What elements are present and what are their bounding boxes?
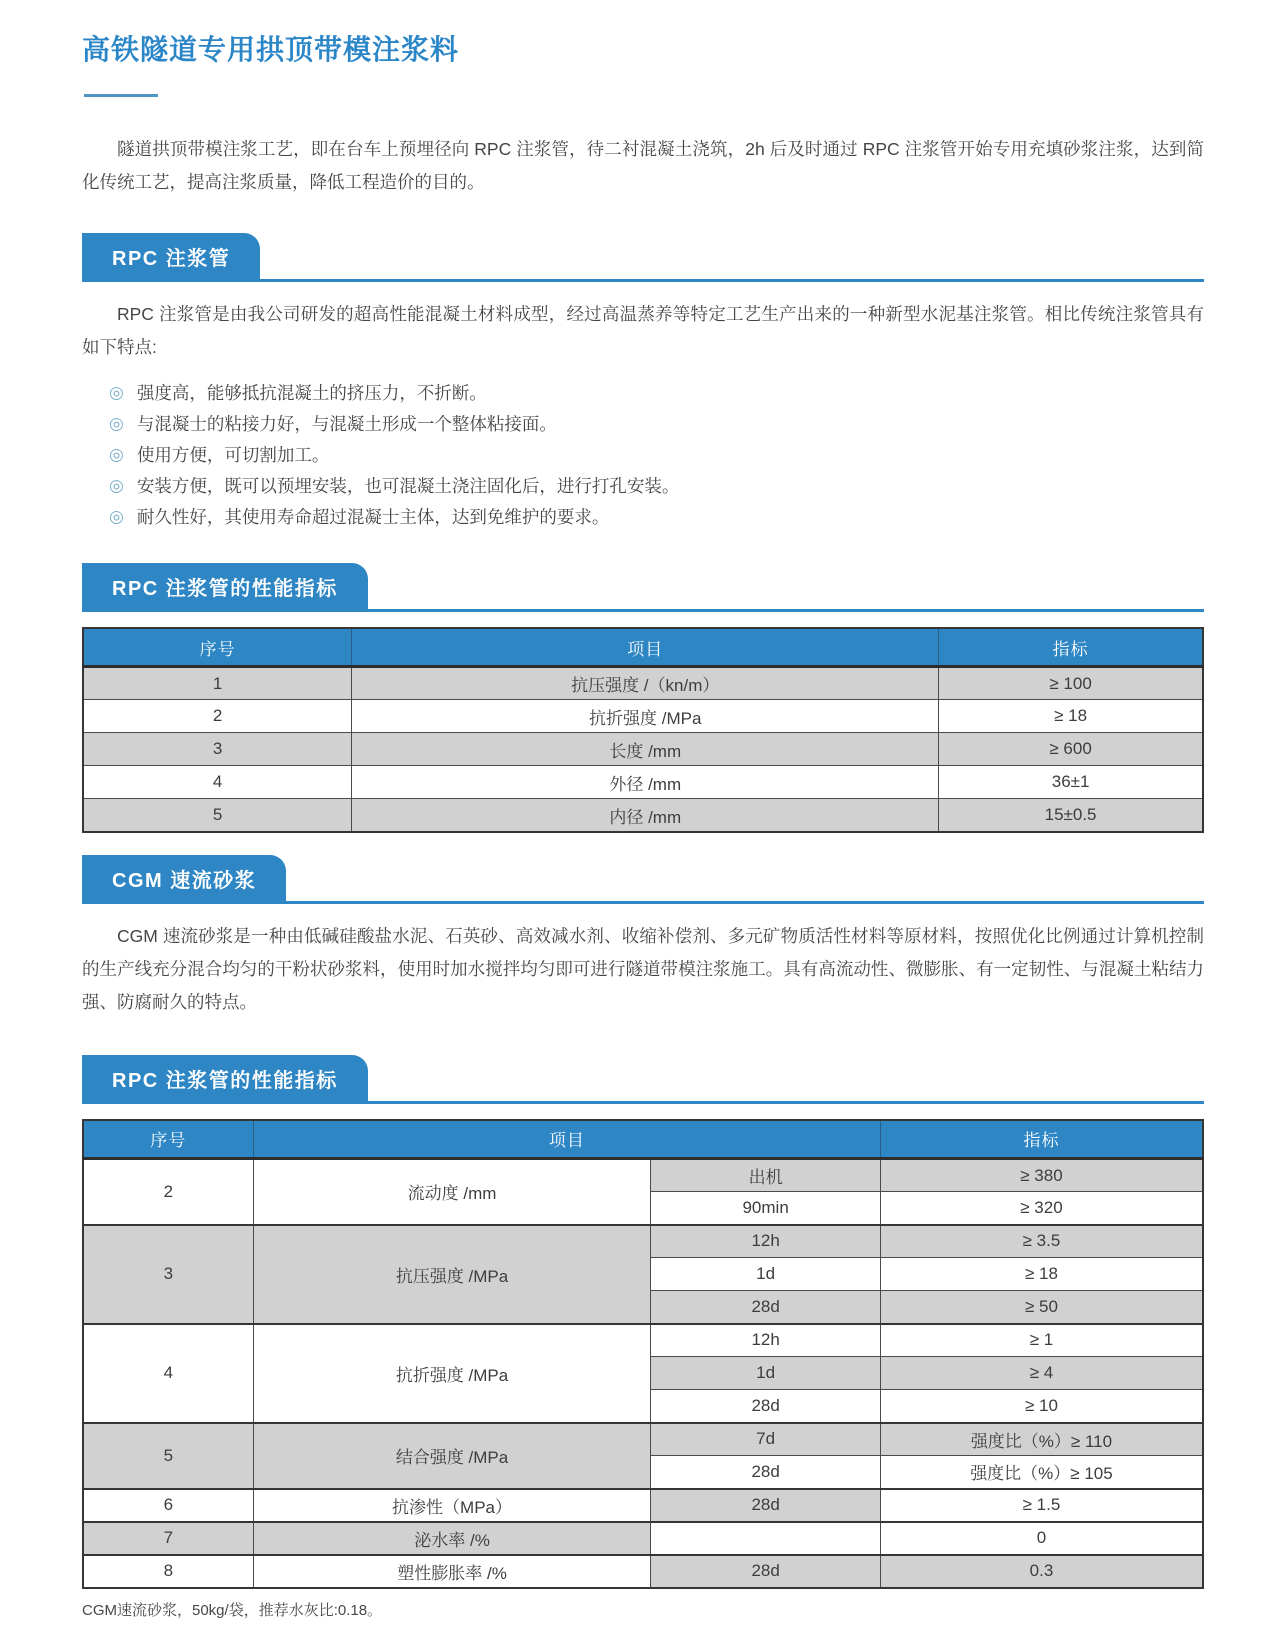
title-underline xyxy=(84,94,158,97)
list-item-text: 强度高，能够抵抗混凝土的挤压力，不折断。 xyxy=(136,382,487,403)
table-cell: 0.3 xyxy=(880,1555,1203,1588)
list-item xyxy=(109,502,1204,533)
table-cell: 36±1 xyxy=(939,766,1203,799)
table-cell: ≥ 18 xyxy=(939,700,1203,733)
column-header-no: 序号 xyxy=(83,628,352,667)
table-cell: 3 xyxy=(83,733,352,766)
list-item xyxy=(109,440,1204,471)
table-cell: 1 xyxy=(83,667,352,700)
table-cell: 28d xyxy=(651,1390,881,1423)
cgm-description: CGM 速流砂浆是一种由低碱硅酸盐水泥、石英砂、高效减水剂、收缩补偿剂、多元矿物质活性材料等原材料，按照优化比例通过计算机控制的生产线充分混合均匀的干粉状砂浆料，使用时加水搅拌均匀即可进行隧道带模注浆施工。具有高流动性、微膨胀、有一定韧性、与混凝土粘结力强、防腐耐久的特点。 xyxy=(82,925,1204,1012)
list-item-text: 安装方便，既可以预埋安装，也可混凝土浇注固化后，进行打孔安装。 xyxy=(136,475,680,496)
rpc-description: RPC 注浆管是由我公司研发的超高性能混凝土材料成型，经过高温蒸养等特定工艺生产出来的一种新型水泥基注浆管。相比传统注浆管具有如下特点: xyxy=(82,303,1204,357)
list-item-text: 使用方便，可切割加工。 xyxy=(136,444,330,465)
table-cell: 28d xyxy=(651,1291,881,1324)
section-badge-cgm: CGM 速流砂浆 xyxy=(82,855,286,901)
table-cell: 抗压强度 /（kn/m） xyxy=(352,667,939,700)
list-item xyxy=(109,409,1204,440)
table-cell: 28d xyxy=(651,1456,881,1489)
circle-bullet-icon: ◎ xyxy=(109,413,124,433)
table-cell: 强度比（%）≥ 110 xyxy=(880,1423,1203,1456)
table-cell: 外径 /mm xyxy=(352,766,939,799)
table-cell: 1d xyxy=(651,1258,881,1291)
table-cell: 90min xyxy=(651,1192,881,1225)
table-row xyxy=(83,1489,1203,1522)
section-badge-rpc: RPC 注浆管 xyxy=(82,233,260,279)
section-header-rpc-performance xyxy=(82,563,1204,612)
table-cell: 28d xyxy=(651,1555,881,1588)
list-item xyxy=(109,471,1204,502)
circle-bullet-icon: ◎ xyxy=(109,444,124,464)
table-cell: 4 xyxy=(83,1324,253,1423)
table-cell: 8 xyxy=(83,1555,253,1588)
circle-bullet-icon: ◎ xyxy=(109,475,124,495)
table-cell: 结合强度 /MPa xyxy=(253,1423,651,1489)
table-cell: 内径 /mm xyxy=(352,799,939,832)
table-row xyxy=(83,667,1203,700)
list-item xyxy=(109,378,1204,409)
table-cell: 15±0.5 xyxy=(939,799,1203,832)
table-cell: ≥ 600 xyxy=(939,733,1203,766)
table-row xyxy=(83,1225,1203,1258)
column-header-item: 项目 xyxy=(352,628,939,667)
table-cell: 长度 /mm xyxy=(352,733,939,766)
table-cell: 0 xyxy=(880,1522,1203,1555)
table-cell: ≥ 320 xyxy=(880,1192,1203,1225)
table-footnote: CGM速流砂浆，50kg/袋，推荐水灰比:0.18。 xyxy=(82,1601,383,1619)
table-cell: 抗渗性（MPa） xyxy=(253,1489,651,1522)
table-cell: 5 xyxy=(83,1423,253,1489)
table-cell: 1d xyxy=(651,1357,881,1390)
table-header-row xyxy=(83,1120,1203,1159)
table-cell: 6 xyxy=(83,1489,253,1522)
table-row xyxy=(83,733,1203,766)
table-cell: 2 xyxy=(83,1159,253,1225)
column-header-index: 指标 xyxy=(939,628,1203,667)
table-cell: 强度比（%）≥ 105 xyxy=(880,1456,1203,1489)
section-header-rpc xyxy=(82,233,1204,282)
table-cell: 7d xyxy=(651,1423,881,1456)
table-cell: 2 xyxy=(83,700,352,733)
table-cell: 5 xyxy=(83,799,352,832)
table-cell: 抗折强度 /MPa xyxy=(253,1324,651,1423)
intro-paragraph: 隧道拱顶带模注浆工艺，即在台车上预埋径向 RPC 注浆管，待二衬混凝土浇筑，2h 后及时通过 RPC 注浆管开始专用充填砂浆注浆，达到简化传统工艺，提高注浆质量，降低工程造价的目的。 xyxy=(82,139,1204,192)
table-cell: ≥ 10 xyxy=(880,1390,1203,1423)
table-cell: 泌水率 /% xyxy=(253,1522,651,1555)
table-row xyxy=(83,700,1203,733)
table-cell: ≥ 18 xyxy=(880,1258,1203,1291)
rpc-performance-table xyxy=(82,627,1204,833)
table-row xyxy=(83,766,1203,799)
table-cell: 12h xyxy=(651,1324,881,1357)
section-header-cgm-performance xyxy=(82,1055,1204,1104)
table-cell: ≥ 1 xyxy=(880,1324,1203,1357)
table-cell: ≥ 1.5 xyxy=(880,1489,1203,1522)
table-cell: ≥ 380 xyxy=(880,1159,1203,1192)
rpc-feature-list xyxy=(109,378,1204,533)
table-cell: ≥ 50 xyxy=(880,1291,1203,1324)
table-cell: 4 xyxy=(83,766,352,799)
table-cell: 12h xyxy=(651,1225,881,1258)
section-badge-rpc-performance: RPC 注浆管的性能指标 xyxy=(82,563,368,609)
table-cell: 出机 xyxy=(651,1159,881,1192)
table-cell: 抗折强度 /MPa xyxy=(352,700,939,733)
page-title: 高铁隧道专用拱顶带模注浆料 xyxy=(82,34,460,65)
section-header-cgm xyxy=(82,855,1204,904)
table-row xyxy=(83,1555,1203,1588)
column-header-index: 指标 xyxy=(880,1120,1203,1159)
table-cell: 抗压强度 /MPa xyxy=(253,1225,651,1324)
table-cell: ≥ 3.5 xyxy=(880,1225,1203,1258)
list-item-text: 耐久性好，其使用寿命超过混凝士主体，达到免维护的要求。 xyxy=(136,506,610,527)
table-row xyxy=(83,1423,1203,1456)
table-cell xyxy=(651,1522,881,1555)
section-badge-cgm-performance: RPC 注浆管的性能指标 xyxy=(82,1055,368,1101)
table-cell: 28d xyxy=(651,1489,881,1522)
cgm-performance-table xyxy=(82,1119,1204,1589)
table-cell: 3 xyxy=(83,1225,253,1324)
table-cell: ≥ 100 xyxy=(939,667,1203,700)
table-header-row xyxy=(83,628,1203,667)
table-cell: 流动度 /mm xyxy=(253,1159,651,1225)
table-cell: 7 xyxy=(83,1522,253,1555)
list-item-text: 与混凝士的粘接力好，与混凝土形成一个整体粘接面。 xyxy=(136,413,557,434)
column-header-no: 序号 xyxy=(83,1120,253,1159)
table-cell: 塑性膨胀率 /% xyxy=(253,1555,651,1588)
circle-bullet-icon: ◎ xyxy=(109,382,124,402)
table-row xyxy=(83,799,1203,832)
table-row xyxy=(83,1522,1203,1555)
circle-bullet-icon: ◎ xyxy=(109,506,124,526)
table-cell: ≥ 4 xyxy=(880,1357,1203,1390)
table-row xyxy=(83,1159,1203,1192)
column-header-item: 项目 xyxy=(253,1120,880,1159)
table-row xyxy=(83,1324,1203,1357)
